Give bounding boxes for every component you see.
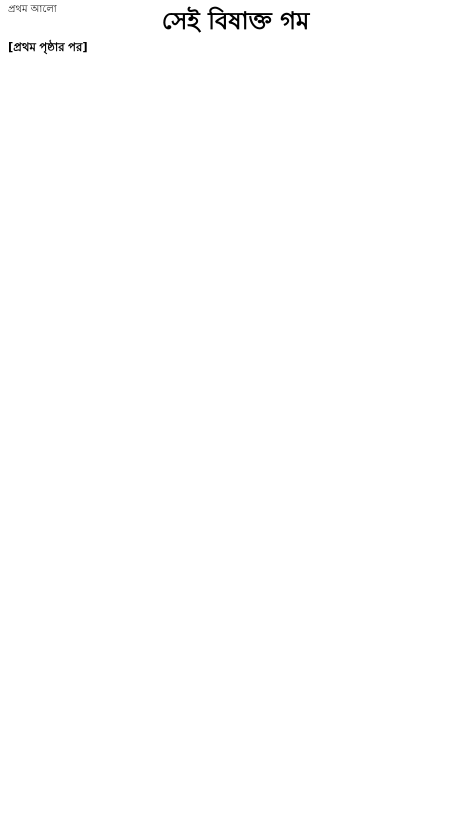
article-header	[8, 4, 463, 38]
byline: প্রথম আলো	[8, 4, 57, 15]
headline: সেই বিষাক্ত গম	[161, 7, 310, 35]
lead-in: [প্রথম পৃষ্ঠার পর]	[8, 40, 88, 54]
article-body	[8, 38, 463, 58]
